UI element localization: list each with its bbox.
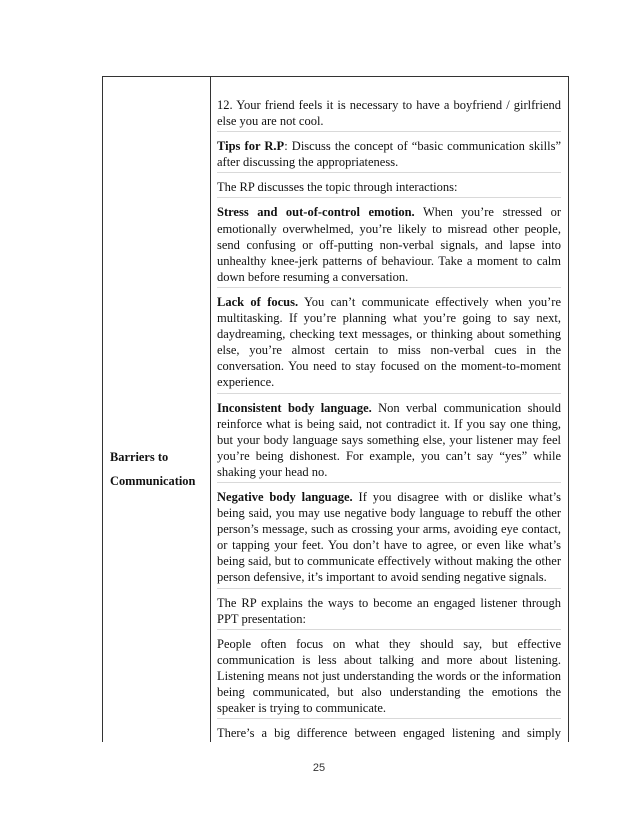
lead-lack-of-focus: Lack of focus. — [217, 294, 299, 309]
paragraph-negative-body-language: Negative body language. If you disagree with or dislike what’s being said, you may use negative body language to rebuff the other person’s message, such as crossing your arms, avoiding eye contact, or tapping your feet. You don’t have to agree, or even like what’s being said, but to communicate effectively without making the other person defensive, it’s important to avoid sending negative signals. — [217, 489, 561, 589]
page-number: 25 — [312, 762, 326, 774]
paragraph-friend-pressure: 12. Your friend feels it is necessary to have a boyfriend / girlfriend else you are not cool. — [217, 97, 561, 132]
paragraph-stress: Stress and out-of-control emotion. When you’re stressed or emotionally overwhelmed, you’re likely to misread other people, send confusing or off-putting non-verbal signals, and lapse into unhealthy knee-jerk patterns of behaviour. Take a moment to calm down before resuming a conversation. — [217, 204, 561, 287]
lead-inconsistent-body-language: Inconsistent body language. — [217, 400, 372, 415]
lead-negative-body-language: Negative body language. — [217, 489, 353, 504]
section-label-cell — [103, 77, 211, 742]
paragraph-inconsistent-body-language: Inconsistent body language. Non verbal communication should reinforce what is being said, not contradict it. If you say one thing, but your body language says something else, your listener may feel you’re being dishonest. For example, you can’t say “yes” while shaking your head no. — [217, 400, 561, 483]
section-label-line2: Communication — [110, 474, 196, 488]
paragraph-engaged-listener-intro: The RP explains the ways to become an engaged listener through PPT presentation: — [217, 595, 561, 630]
lead-tips-for-rp: Tips for R.P — [217, 139, 285, 154]
paragraph-rp-discusses: The RP discusses the topic through interactions: — [217, 179, 561, 198]
content-table — [102, 76, 569, 742]
paragraph-tips-for-rp: Tips for R.P: Discuss the concept of “basic communication skills” after discussing the appropriateness. — [217, 138, 561, 173]
paragraph-lack-of-focus: Lack of focus. You can’t communicate effectively when you’re multitasking. If you’re planning what you’re going to say next, daydreaming, checking text messages, or thinking about something else, you’re almost certain to miss non-verbal cues in the conversation. You need to stay focused on the moment-to-moment experience. — [217, 294, 561, 394]
section-label-line1: Barriers to — [110, 450, 169, 464]
section-content-cell — [211, 77, 568, 742]
lead-stress: Stress and out-of-control emotion. — [217, 205, 415, 220]
paragraph-engaged-vs-hearing: There’s a big difference between engaged listening and simply — [217, 726, 561, 741]
paragraph-listening: People often focus on what they should say, but effective communication is less about talking and more about listening. Listening means not just understanding the words or the information being communicated, but also understanding the emotions the speaker is trying to communicate. — [217, 636, 561, 719]
